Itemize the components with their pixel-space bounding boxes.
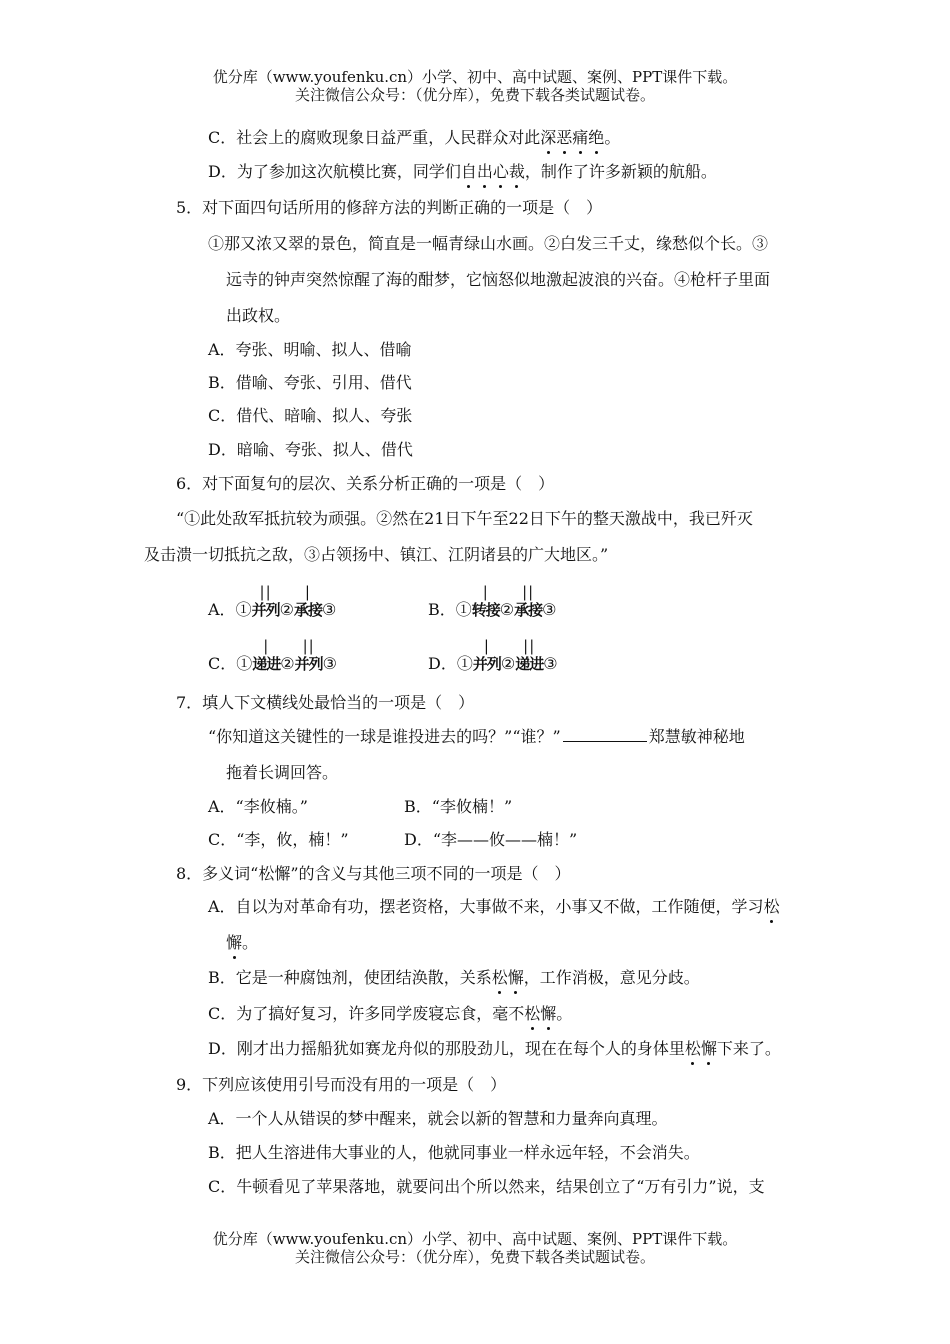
- relation-2: 并列 ||: [294, 637, 323, 673]
- header-line-2: 关注微信公众号：（优分库），免费下载各类试题试卷。: [294, 86, 655, 104]
- level-mark: ||: [522, 583, 535, 601]
- level-mark: ||: [259, 583, 272, 601]
- q8-option-d: D．刚才出力摇船犹如赛龙舟似的那股劲儿，现在在每个人的身体里松懈下来了。: [208, 1039, 781, 1058]
- relation-1: 并列 ||: [251, 583, 280, 619]
- relation-2: 递进 ||: [515, 637, 544, 673]
- q6-option-b: [428, 583, 557, 636]
- level-mark: ||: [302, 637, 315, 655]
- q7-stem: 7．填人下文横线处最恰当的一项是（ ）: [176, 693, 475, 712]
- q8-stem: 8．多义词“松懈”的含义与其他三项不同的一项是（ ）: [176, 864, 571, 883]
- q8-option-c: C．为了搞好复习，许多同学废寝忘食，毫不松懈。: [208, 1004, 573, 1023]
- clause-1: ①: [456, 654, 473, 673]
- q7-option-d: D．“李——攸——楠！”: [404, 830, 578, 849]
- clause-2: ②: [280, 654, 295, 673]
- q7-option-c: C．“李，攸，楠！”: [208, 830, 349, 849]
- level-mark: |: [304, 583, 311, 601]
- option-letter: D．: [428, 654, 457, 673]
- relation-2: 承接 ||: [514, 583, 543, 619]
- option-letter: A．: [208, 600, 236, 619]
- clause-2: ②: [499, 600, 515, 619]
- q8-option-a-line-2: 懈。: [226, 933, 259, 952]
- clause-2: ②: [500, 654, 516, 673]
- footer-line-1: 优分库（www.youfenku.cn）小学、初中、高中试题、案例、PPT课件下载。: [212, 1230, 738, 1248]
- clause-2: ②: [279, 600, 294, 619]
- q9-option-b: B．把人生溶进伟大事业的人，他就同事业一样永远年轻，不会消失。: [208, 1143, 700, 1162]
- q5-stem: 5．对下面四句话所用的修辞方法的判断正确的一项是（ ）: [176, 198, 603, 217]
- q5-option-d: D．暗喻、夸张、拟人、借代: [208, 440, 413, 459]
- q5-option-c: C．借代、暗喻、拟人、夸张: [208, 406, 413, 425]
- clause-1: ①: [455, 600, 472, 619]
- relation-1: 转接 |: [471, 583, 500, 619]
- answer-blank: [563, 727, 647, 742]
- header-line-1: 优分库（www.youfenku.cn）小学、初中、高中试题、案例、PPT课件下载。: [212, 68, 738, 86]
- level-mark: |: [483, 637, 490, 655]
- option-letter: C．: [208, 654, 237, 673]
- clause-3: ③: [322, 654, 337, 673]
- q6-option-a: [208, 583, 337, 636]
- footer-line-2: 关注微信公众号：（优分库），免费下载各类试题试卷。: [294, 1248, 655, 1266]
- q5-option-a: A．夸张、明喻、拟人、借喻: [208, 340, 412, 359]
- q6-text-line-2: 及击溃一切抵抗之敌，③占领扬中、镇江、江阴诸县的广大地区。”: [144, 545, 609, 564]
- level-mark: ||: [523, 637, 536, 655]
- clause-1: ①: [236, 654, 253, 673]
- relation-1: 递进 |: [252, 637, 281, 673]
- q6-option-d: [428, 637, 558, 690]
- q7-text-line-2: 拖着长调回答。: [226, 763, 339, 782]
- q4-option-c: C．社会上的腐败现象日益严重，人民群众对此深恶痛绝。: [208, 128, 621, 147]
- q7-option-b: B．“李攸楠！”: [404, 797, 513, 816]
- q5-text-line-1: ①那又浓又翠的景色，简直是一幅青绿山水画。②白发三千丈，缘愁似个长。③: [208, 234, 769, 253]
- relation-1: 并列 |: [472, 637, 501, 673]
- q9-option-a: A．一个人从错误的梦中醒来，就会以新的智慧和力量奔向真理。: [208, 1109, 668, 1128]
- clause-3: ③: [542, 600, 557, 619]
- q6-text-line-1: “①此处敌军抵抗较为顽强。②然在21日下午至22日下午的整天激战中，我已歼灭: [176, 509, 753, 528]
- level-mark: |: [263, 637, 270, 655]
- clause-1: ①: [235, 600, 252, 619]
- q7-option-a: A．“李攸楠。”: [208, 797, 308, 816]
- level-mark: |: [482, 583, 489, 601]
- q5-text-line-2: 远寺的钟声突然惊醒了海的酣梦，它恼怒似地激起波浪的兴奋。④枪杆子里面: [226, 270, 771, 289]
- option-letter: B．: [428, 600, 456, 619]
- q7-text-line-1: “你知道这关键性的一球是谁投进去的吗？”“谁？” 郑慧敏神秘地: [208, 727, 745, 746]
- q6-option-c: [208, 637, 337, 690]
- q9-stem: 9．下列应该使用引号而没有用的一项是（ ）: [176, 1075, 507, 1094]
- q4-option-d: D．为了参加这次航模比赛，同学们自出心裁，制作了许多新颖的航船。: [208, 162, 717, 181]
- q8-option-a-line-1: A．自以为对革命有功，摆老资格，大事做不来，小事又不做，工作随便，学习松: [208, 897, 780, 916]
- q5-option-b: B．借喻、夸张、引用、借代: [208, 373, 412, 392]
- q5-text-line-3: 出政权。: [226, 306, 291, 325]
- clause-3: ③: [543, 654, 558, 673]
- q6-stem: 6．对下面复句的层次、关系分析正确的一项是（ ）: [176, 474, 555, 493]
- relation-2: 承接 |: [293, 583, 322, 619]
- clause-3: ③: [321, 600, 337, 619]
- q8-option-b: B．它是一种腐蚀剂，使团结涣散，关系松懈，工作消极，意见分歧。: [208, 968, 700, 987]
- q9-option-c: C．牛顿看见了苹果落地，就要问出个所以然来，结果创立了“万有引力”说，支: [208, 1177, 765, 1196]
